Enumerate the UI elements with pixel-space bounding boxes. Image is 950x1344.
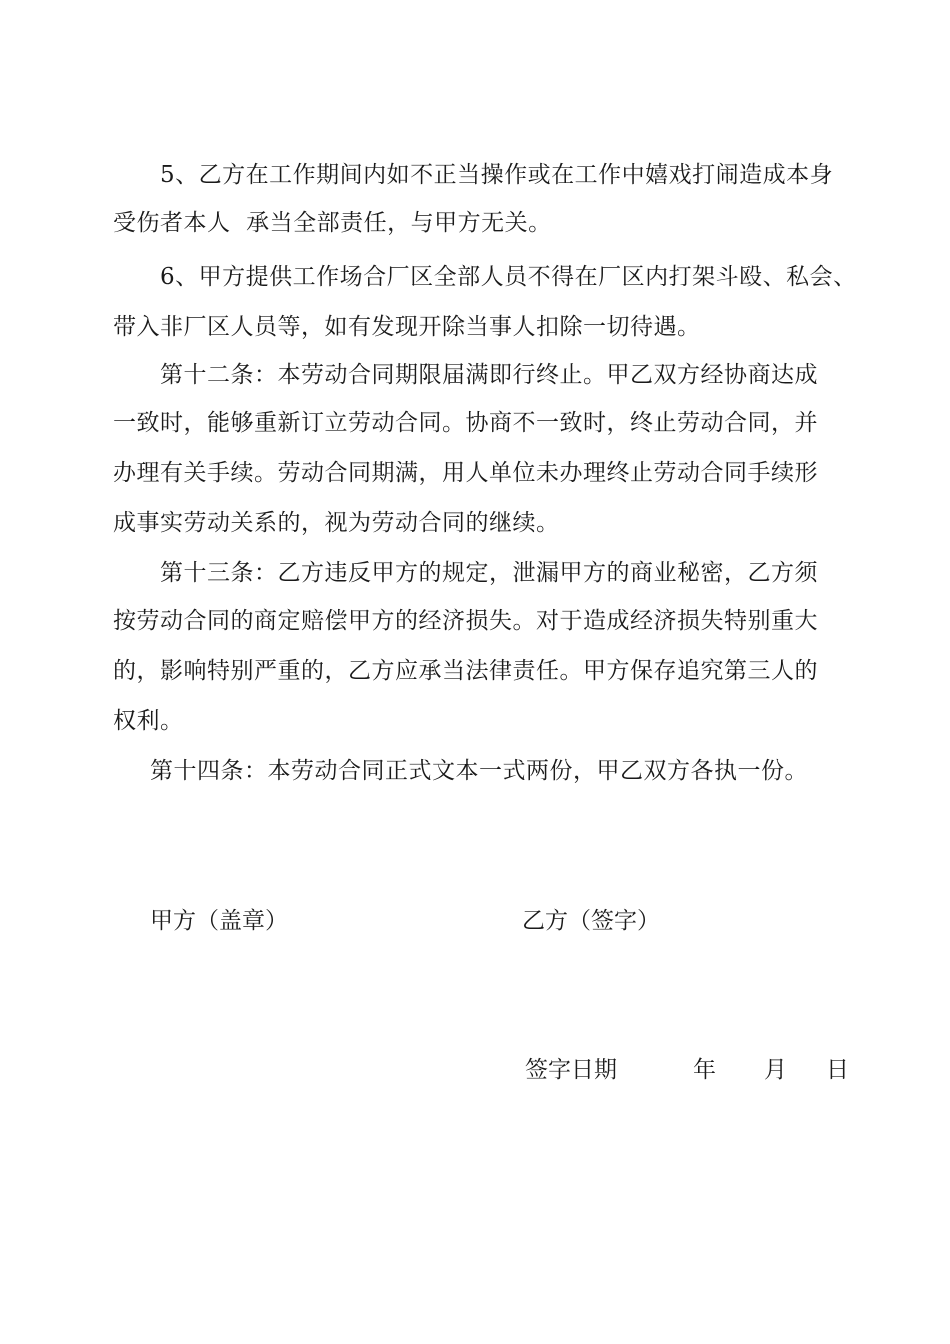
sign-date-month: 月 xyxy=(764,1057,787,1083)
article-13-line-2: 按劳动合同的商定赔偿甲方的经济损失。对于造成经济损失特别重大 xyxy=(113,608,818,634)
article-14-line-1: 第十四条：本劳动合同正式文本一式两份，甲乙双方各执一份。 xyxy=(150,758,808,784)
item-6-line-2: 带入非厂区人员等，如有发现开除当事人扣除一切待遇。 xyxy=(113,314,701,340)
sign-date-year: 年 xyxy=(693,1057,716,1083)
item-5-line-1: 5、乙方在工作期间内如不正当操作或在工作中嬉戏打闹造成本身 xyxy=(160,162,834,188)
article-13-line-4: 权利。 xyxy=(113,708,184,734)
article-13-line-1: 第十三条：乙方违反甲方的规定，泄漏甲方的商业秘密，乙方须 xyxy=(160,560,818,586)
item-5-line-2: 受伤者本人 承当全部责任，与甲方无关。 xyxy=(113,210,552,236)
article-13-line-3: 的，影响特别严重的，乙方应承当法律责任。甲方保存追究第三人的 xyxy=(113,658,818,684)
article-12-line-4: 成事实劳动关系的，视为劳动合同的继续。 xyxy=(113,510,560,536)
article-12-line-1: 第十二条：本劳动合同期限届满即行终止。甲乙双方经协商达成 xyxy=(160,362,818,388)
item-6-line-1: 6、甲方提供工作场合厂区全部人员不得在厂区内打架斗殴、私会、 xyxy=(160,264,857,290)
party-b-signature-label: 乙方（签字） xyxy=(522,908,660,934)
sign-date-day: 日 xyxy=(826,1057,849,1083)
article-12-line-3: 办理有关手续。劳动合同期满，用人单位未办理终止劳动合同手续形 xyxy=(113,460,818,486)
article-12-line-2: 一致时，能够重新订立劳动合同。协商不一致时，终止劳动合同，并 xyxy=(113,410,818,436)
sign-date-label: 签字日期 xyxy=(525,1057,617,1083)
party-a-signature-label: 甲方（盖章） xyxy=(150,908,288,934)
